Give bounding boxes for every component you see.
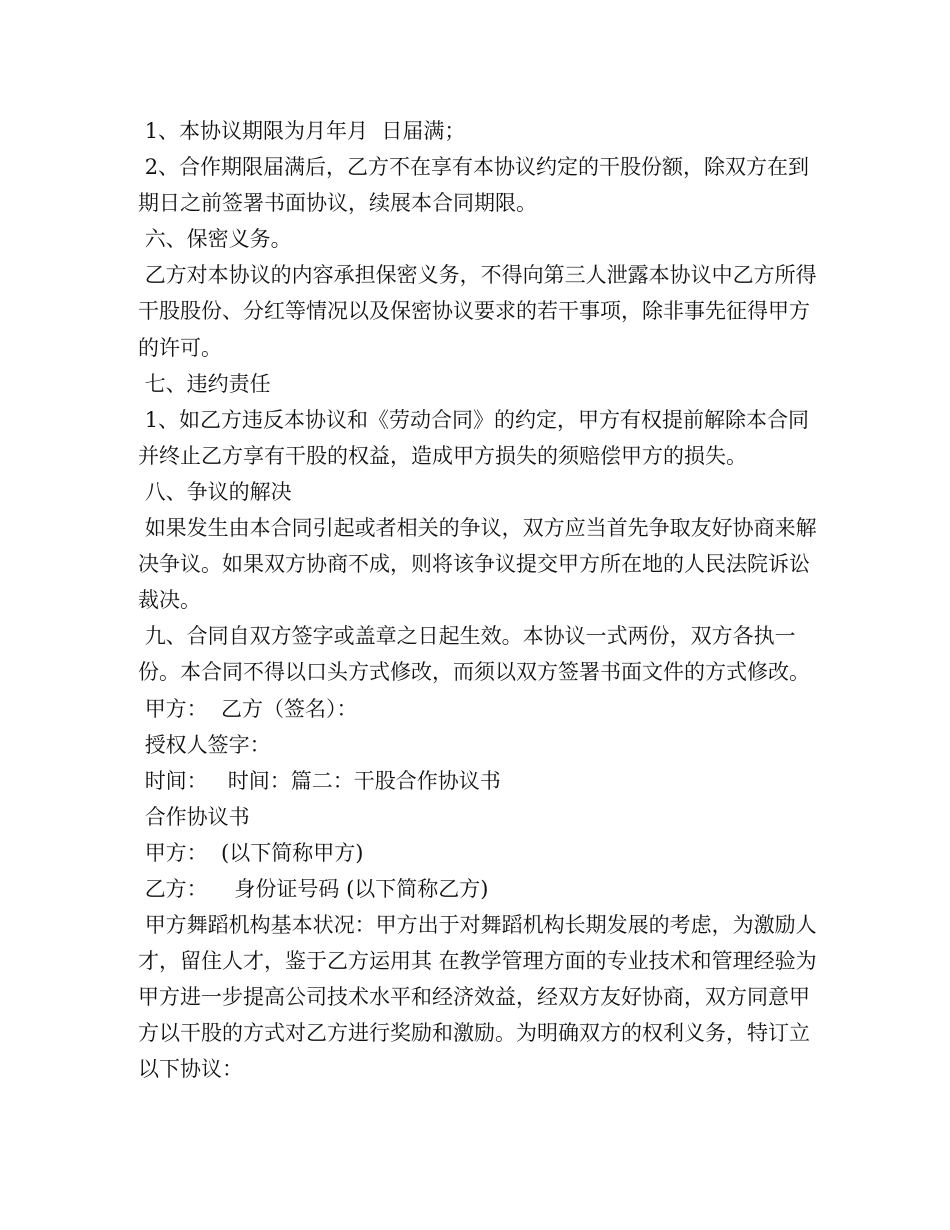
confidentiality-clause: 乙方对本协议的内容承担保密义务，不得向第三人泄露本协议中乙方所得干股股份、分红等情况以及保密协议要求的若干事项，除非事先征得甲方的许可。 (138, 263, 817, 360)
signature-line-parties: 甲方： 乙方（签名）： (138, 696, 358, 721)
effectiveness-clause: 九、合同自双方签字或盖章之日起生效。本协议一式两份，双方各执一份。本合同不得以口头方式修改，而须以双方签署书面文件的方式修改。 (138, 624, 810, 685)
section-heading-liability: 七、违约责任 (138, 371, 271, 396)
signature-line-date: 时间： 时间：篇二：干股合作协议书 (138, 768, 501, 793)
second-agreement-title: 合作协议书 (138, 804, 250, 829)
party-a-line: 甲方： (以下简称甲方) (138, 840, 364, 865)
term-renewal-clause: 2、合作期限届满后，乙方不在享有本协议约定的干股份额，除双方在到期日之前签署书面协议，续展本合同期限。 (138, 155, 810, 216)
signature-line-authorized: 授权人签字： (138, 732, 271, 757)
party-b-line: 乙方： 身份证号码 (以下简称乙方) (138, 876, 489, 901)
dispute-clause: 如果发生由本合同引起或者相关的争议，双方应当首先争取友好协商来解决争议。如果双方协商不成，则将该争议提交甲方所在地的人民法院诉讼裁决。 (138, 516, 817, 613)
preamble-paragraph: 甲方舞蹈机构基本状况：甲方出于对舞蹈机构长期发展的考虑，为激励人才，留住人才，鉴于乙方运用其 在教学管理方面的专业技术和管理经验为甲方进一步提高公司技术水平和经济效益，经双方友好协商，双方同意甲方以干股的方式对乙方进行奖励和激励。为明确双方的权利义务，特订立以下协议： (138, 913, 817, 1082)
section-heading-dispute: 八、争议的解决 (138, 479, 292, 504)
term-expiry-clause: 1、本协议期限为月年月 日届满； (138, 119, 466, 143)
liability-clause: 1、如乙方违反本协议和《劳动合同》的约定，甲方有权提前解除本合同并终止乙方享有干股的权益，造成甲方损失的须赔偿甲方的损失。 (138, 407, 810, 468)
document-body (138, 113, 818, 1088)
section-heading-confidentiality: 六、保密义务。 (138, 227, 292, 252)
